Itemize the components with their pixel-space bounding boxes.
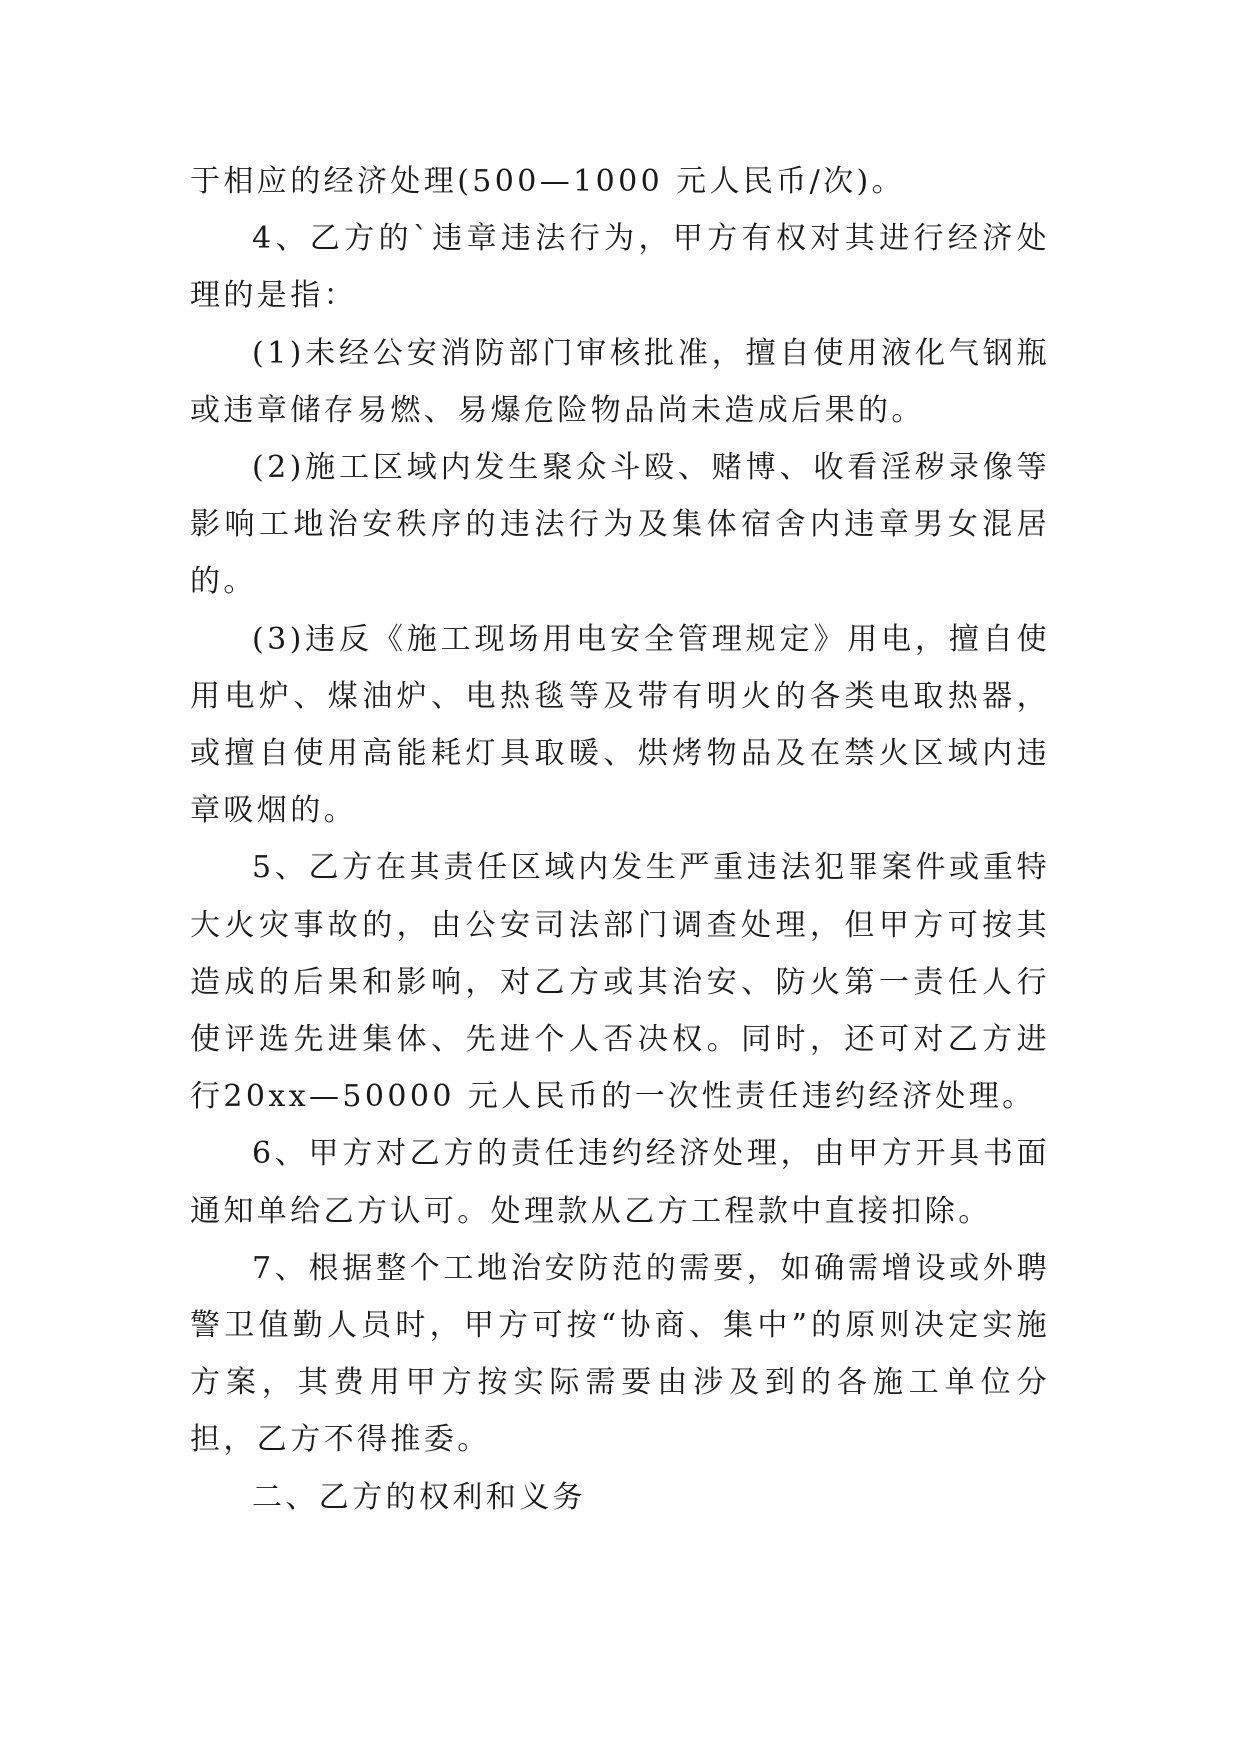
paragraph-item-7: 7、根据整个工地治安防范的需要，如确需增设或外聘警卫值勤人员时，甲方可按“协商、集中”的原则决定实施方案，其费用甲方按实际需要由涉及到的各施工单位分担，乙方不得推委。 [190, 1250, 1050, 1458]
document-body [190, 153, 1050, 1526]
paragraph-subitem-1: (1)未经公安消防部门审核批准，擅自使用液化气钢瓶或违章储存易燃、易爆危险物品尚未造成后果的。 [190, 335, 1050, 428]
section-heading: 二、乙方的权利和义务 [252, 1479, 586, 1515]
paragraph-item-6: 6、甲方对乙方的责任违约经济处理，由甲方开具书面通知单给乙方认可。处理款从乙方工程款中直接扣除。 [190, 1136, 1050, 1229]
paragraph-item-5: 5、乙方在其责任区域内发生严重违法犯罪案件或重特大火灾事故的，由公安司法部门调查处理，但甲方可按其造成的后果和影响，对乙方或其治安、防火第一责任人行使评选先进集体、先进个人否决权。同时，还可对乙方进行20xx—50000 元人民币的一次性责任违约经济处理。 [190, 850, 1050, 1115]
paragraph-item-4: 4、乙方的`违章违法行为，甲方有权对其进行经济处理的是指： [190, 221, 1050, 314]
paragraph-continuation: 于相应的经济处理(500—1000 元人民币/次)。 [190, 164, 906, 199]
paragraph-subitem-2: (2)施工区域内发生聚众斗殴、赌博、收看淫秽录像等影响工地治安秩序的违法行为及集体宿舍内违章男女混居的。 [190, 450, 1050, 600]
paragraph-subitem-3: (3)违反《施工现场用电安全管理规定》用电，擅自使用电炉、煤油炉、电热毯等及带有明火的各类电取热器，或擅自使用高能耗灯具取暖、烘烤物品及在禁火区域内违章吸烟的。 [190, 621, 1050, 829]
